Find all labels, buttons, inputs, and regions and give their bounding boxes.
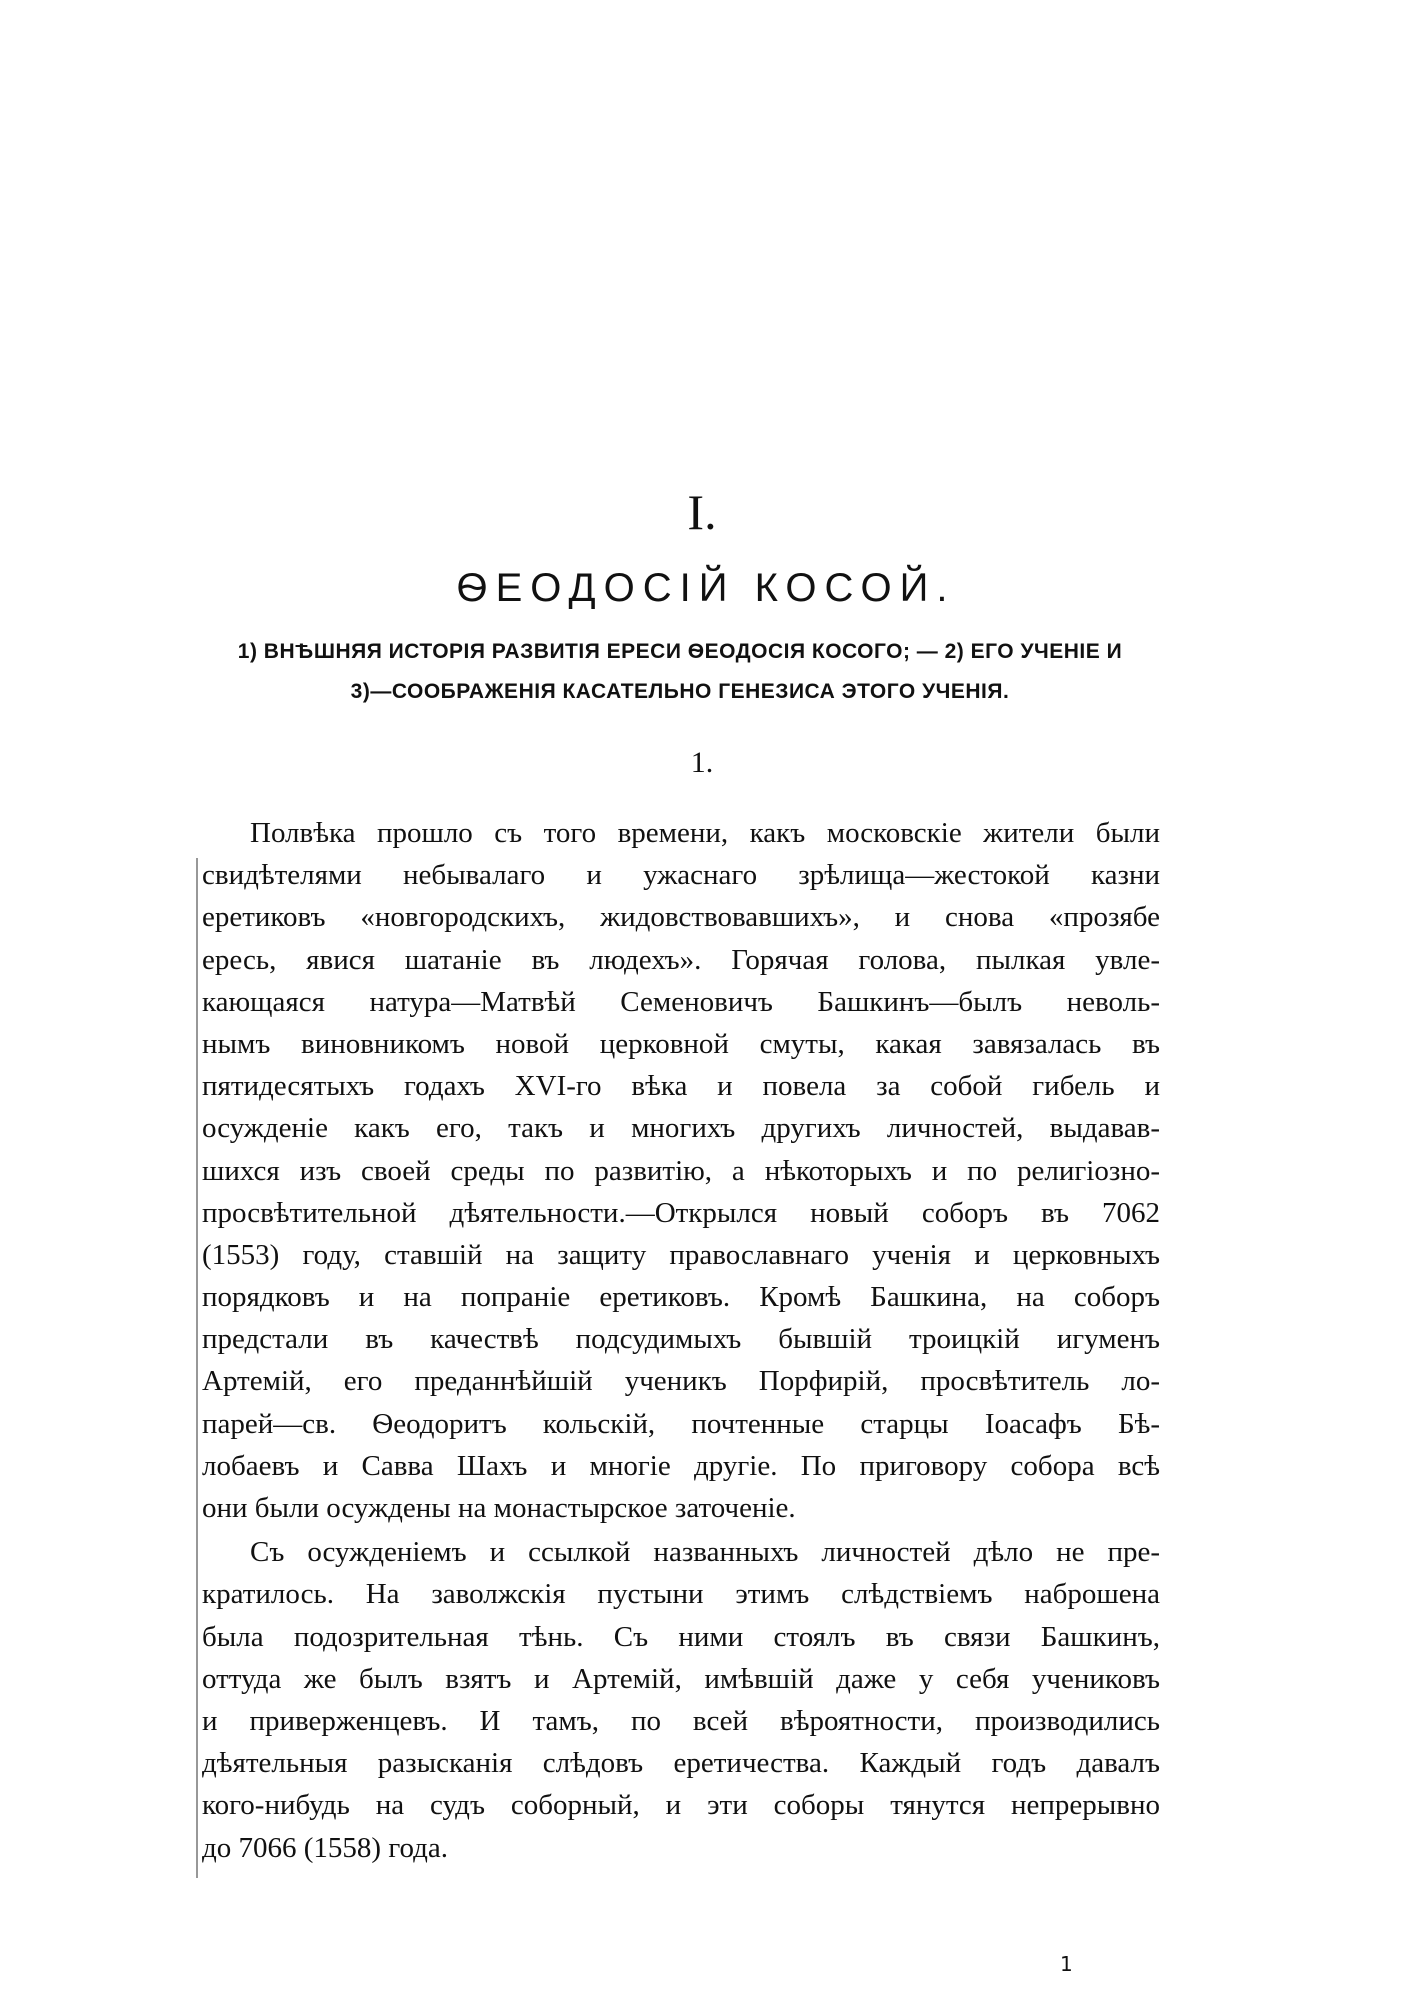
text-line: до 7066 (1558) года. — [202, 1831, 449, 1864]
section-number: 1. — [690, 746, 714, 779]
text-line: Полвѣка прошло съ того времени, какъ московскіе жители были — [250, 817, 1160, 849]
text-line: пятидесятыхъ годахъ XVI-го вѣка и повела за собой гибель и — [202, 1070, 1160, 1103]
text-line: ересь, явися шатаніе въ людехъ». Горячая голова, пылкая увле- — [202, 943, 1160, 976]
text-line: лобаевъ и Савва Шахъ и многіе другіе. По приговору собора всѣ — [202, 1449, 1160, 1482]
synopsis-line: 1) ВНѢШНЯЯ ИСТОРІЯ РАЗВИТІЯ ЕРЕСИ ѲЕОДОСІЯ КОСОГО; — 2) ЕГО УЧЕНІЕ И — [237, 640, 1123, 663]
text-line: парей—св. Ѳеодоритъ кольскій, почтенные старцы Іоасафъ Бѣ- — [202, 1407, 1160, 1440]
text-line: они были осуждены на монастырское заточеніе. — [202, 1492, 796, 1524]
text-line: была подозрительная тѣнь. Съ ними стоялъ въ связи Башкинъ, — [202, 1620, 1160, 1653]
text-line: дѣятельныя разысканія слѣдовъ еретичества. Каждый годъ давалъ — [202, 1747, 1160, 1780]
text-line: Съ осужденіемъ и ссылкой названныхъ личностей дѣло не пре- — [250, 1536, 1160, 1569]
chapter-numeral: I. — [687, 484, 717, 540]
text-line: (1553) году, ставшій на защиту православнаго ученія и церковныхъ — [202, 1238, 1160, 1271]
text-line: просвѣтительной дѣятельности.—Открылся новый соборъ въ 7062 — [202, 1196, 1160, 1229]
text-line: оттуда же былъ взятъ и Артемій, имѣвшій даже у себя учениковъ — [202, 1662, 1160, 1695]
text-line: предстали въ качествѣ подсудимыхъ бывшій троицкій игуменъ — [202, 1323, 1160, 1356]
text-line: Артемій, его преданнѣйшій ученикъ Порфирій, просвѣтитель ло- — [202, 1365, 1160, 1398]
text-line: кратилось. На заволжскія пустыни этимъ слѣдствіемъ наброшена — [202, 1578, 1160, 1611]
text-line: и приверженцевъ. И тамъ, по всей вѣроятности, производились — [202, 1704, 1160, 1737]
page-number: 1 — [1060, 1952, 1073, 1976]
text-line: кого-нибудь на судъ соборный, и эти соборы тянутся непрерывно — [202, 1789, 1160, 1822]
chapter-synopsis — [200, 632, 1160, 712]
text-line: шихся изъ своей среды по развитію, а нѣкоторыхъ и по религіозно- — [202, 1154, 1160, 1187]
synopsis-line: 3)—СООБРАЖЕНІЯ КАСАТЕЛЬНО ГЕНЕЗИСА ЭТОГО УЧЕНІЯ. — [350, 680, 1010, 703]
text-line: свидѣтелями небывалаго и ужаснаго зрѣлища—жестокой казни — [202, 859, 1160, 892]
paragraph — [202, 812, 1160, 1529]
text-line: еретиковъ «новгородскихъ, жидовствовавшихъ», и снова «прозябе — [202, 901, 1160, 934]
paragraph — [202, 1531, 1160, 1869]
text-line: нымъ виновникомъ новой церковной смуты, какая завязалась въ — [202, 1027, 1160, 1060]
text-line: осужденіе какъ его, такъ и многихъ другихъ личностей, выдавав- — [202, 1112, 1160, 1145]
text-line: кающаяся натура—Матвѣй Семеновичъ Башкинъ—былъ неволь- — [202, 985, 1160, 1018]
text-line: порядковъ и на попраніе еретиковъ. Кромѣ Башкина, на соборъ — [202, 1281, 1160, 1314]
body-text — [202, 812, 1160, 1869]
chapter-title: ѲЕОДОСІЙ КОСОЙ. — [456, 566, 956, 610]
